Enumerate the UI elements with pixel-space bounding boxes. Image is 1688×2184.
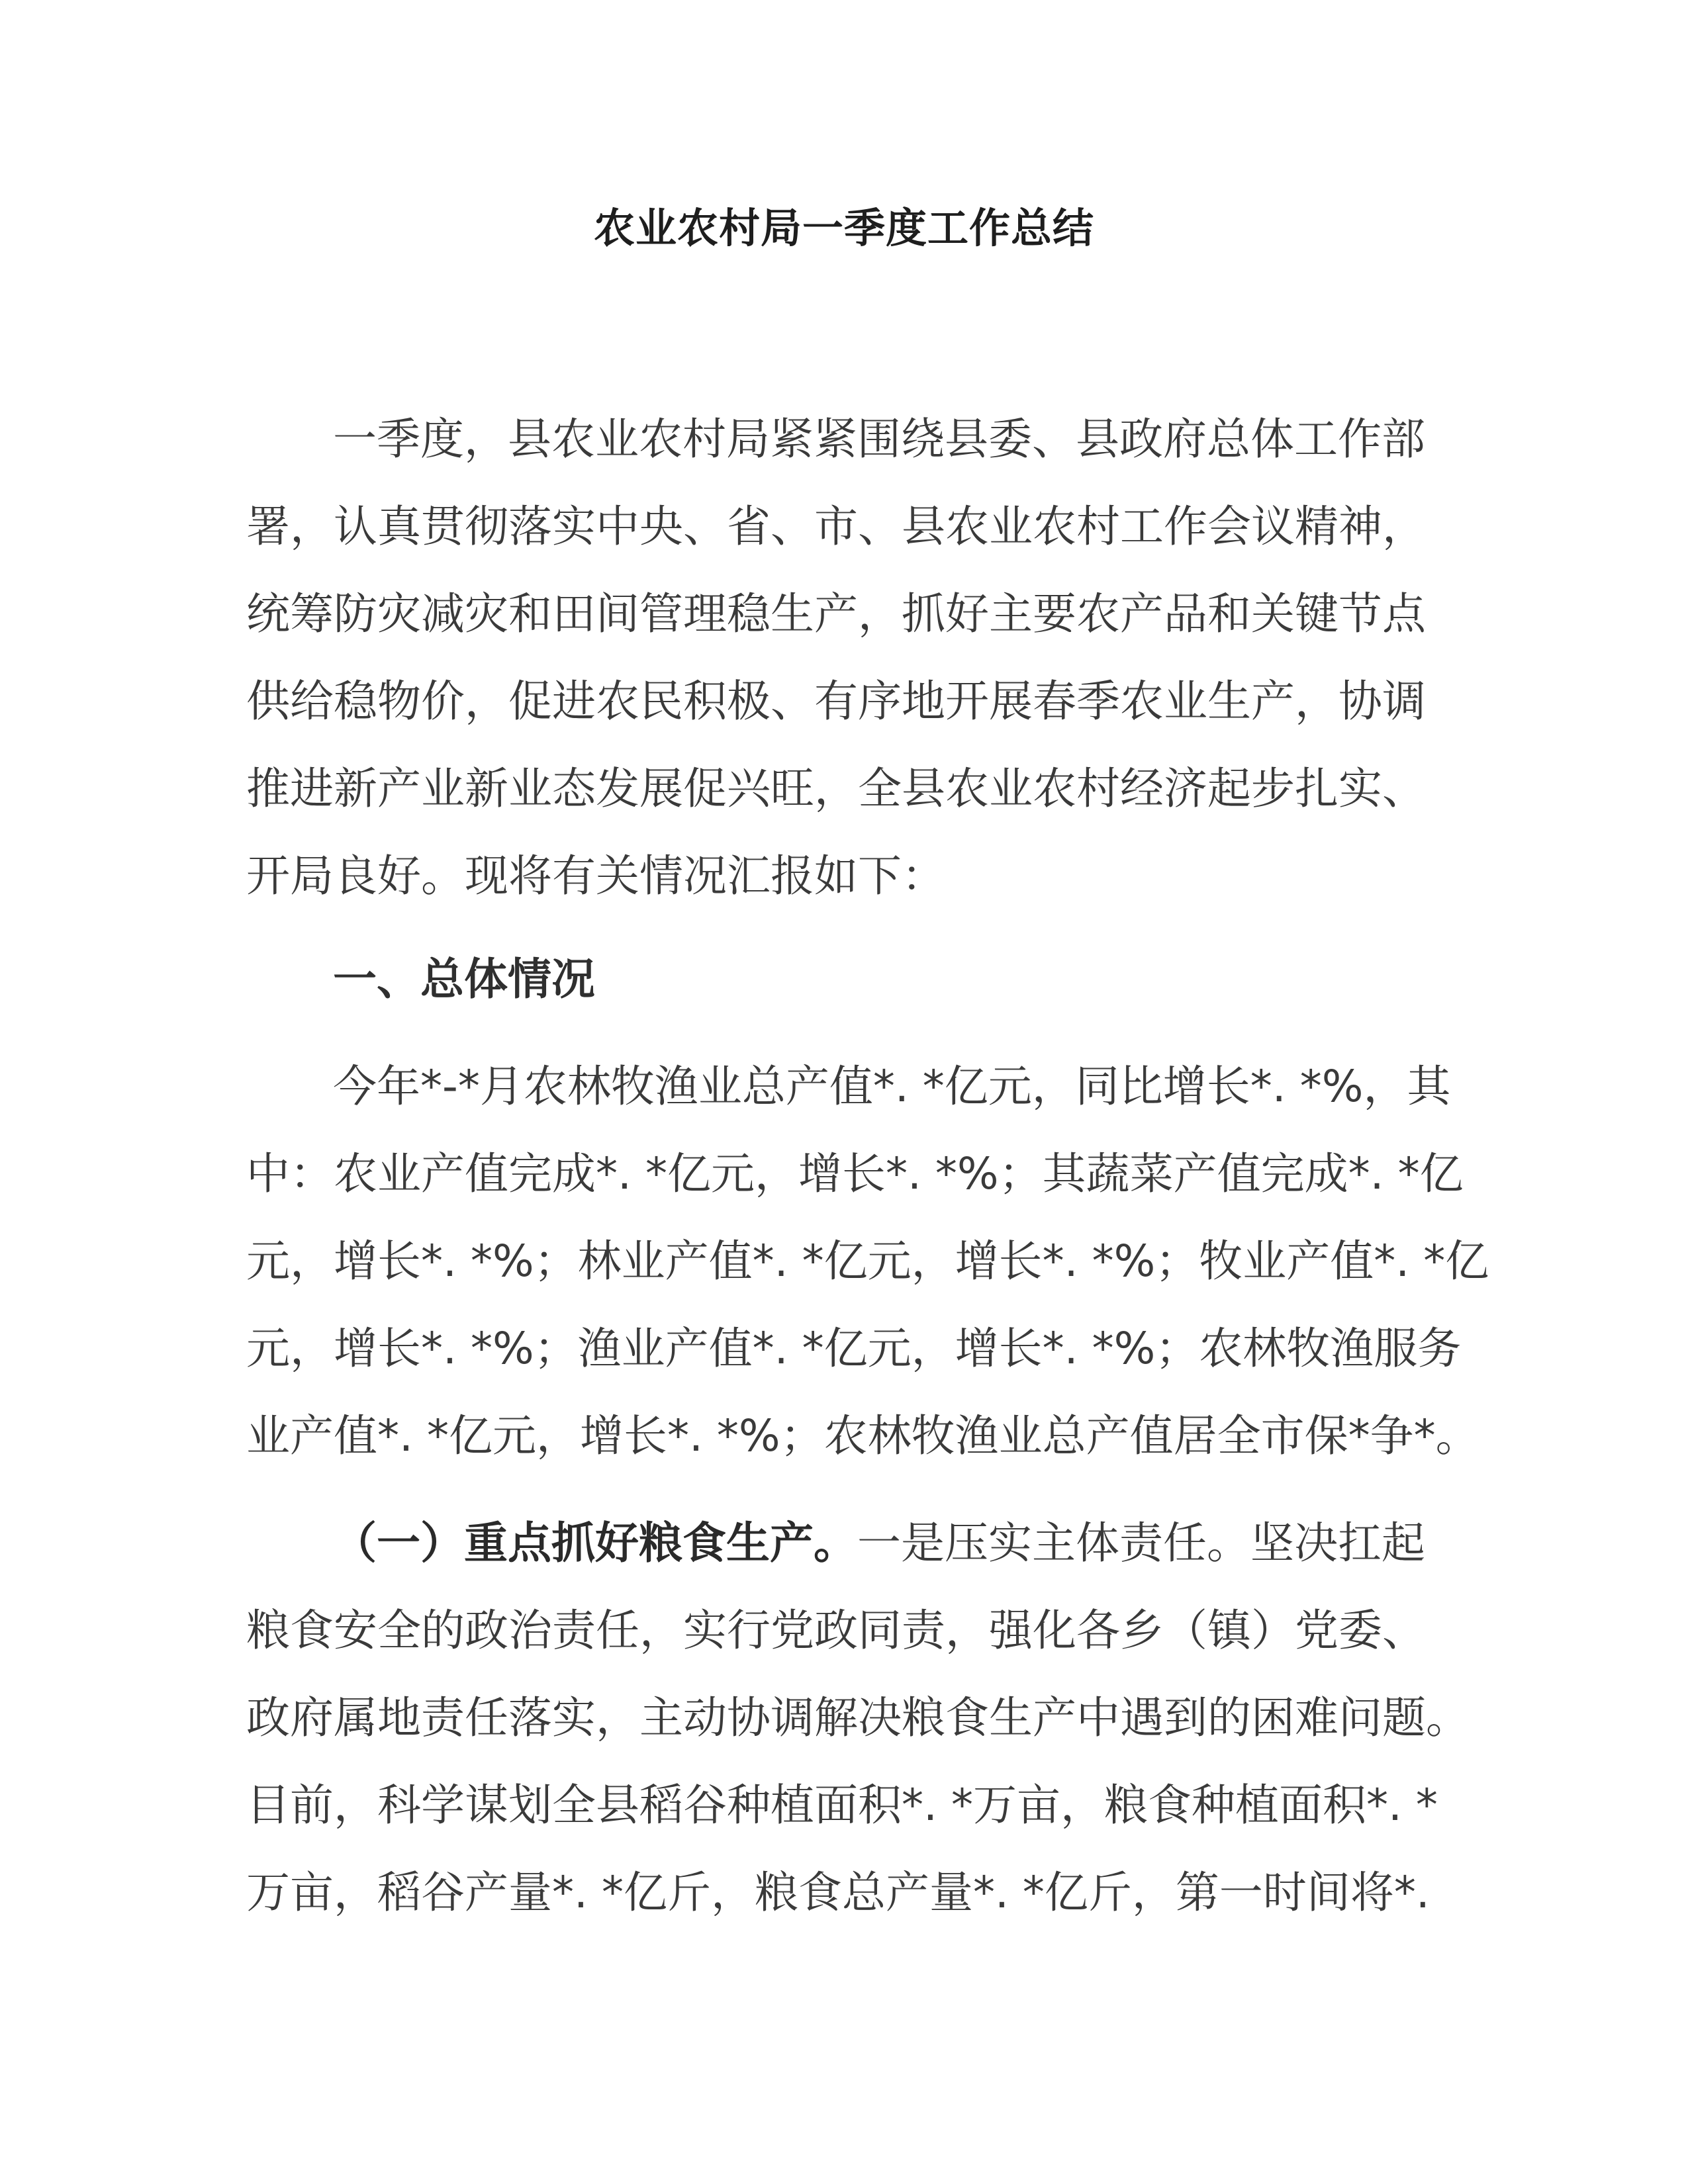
section1-line-4: 元，增长*. *%；渔业产值*. *亿元，增长*. *%；农林牧渔服务 (246, 1323, 1462, 1374)
section1-line-1: 今年*-*月农林牧渔业总产值*. *亿元，同比增长*. *%，其 (333, 1061, 1451, 1112)
intro-line-6: 开局良好。现将有关情况汇报如下： (246, 850, 945, 901)
section1-line-3: 元，增长*. *%；林业产值*. *亿元，增长*. *%；牧业产值*. *亿 (246, 1236, 1489, 1287)
section1-line-5: 业产值*. *亿元，增长*. *%；农林牧渔业总产值居全市保*争*。 (246, 1410, 1479, 1461)
intro-line-2: 署，认真贯彻落实中央、省、市、县农业农村工作会议精神， (246, 501, 1426, 552)
intro-line-5: 推进新产业新业态发展促兴旺，全县农业农村经济起步扎实、 (246, 763, 1426, 814)
subsection1-line-3: 政府属地责任落实，主动协调解决粮食生产中遇到的困难问题。 (246, 1692, 1470, 1743)
section1-line-2: 中：农业产值完成*. *亿元，增长*. *%；其蔬菜产值完成*. *亿 (246, 1148, 1464, 1199)
subsection1-line-4: 目前，科学谋划全县稻谷种植面积*. *万亩，粮食种植面积*. * (246, 1780, 1438, 1831)
intro-line-1: 一季度，县农业农村局紧紧围绕县委、县政府总体工作部 (333, 414, 1425, 465)
document-title: 农业农村局一季度工作总结 (593, 204, 1094, 252)
section-heading: 一、总体情况 (333, 954, 595, 1005)
subsection1-line-5: 万亩，稻谷产量*. *亿斤，粮食总产量*. *亿斤，第一时间将*. (246, 1867, 1430, 1918)
intro-line-4: 供给稳物价，促进农民积极、有序地开展春季农业生产，协调 (246, 676, 1426, 727)
subsection1-line-2: 粮食安全的政治责任，实行党政同责，强化各乡（镇）党委、 (246, 1605, 1426, 1656)
subsection1-first-text: 一是压实主体责任。坚决扛起 (857, 1518, 1425, 1569)
subsection1-first-line (333, 1517, 1425, 1570)
subsection1-heading: （一）重点抓好粮食生产。 (333, 1518, 857, 1569)
intro-line-3: 统筹防灾减灾和田间管理稳生产，抓好主要农产品和关键节点 (246, 588, 1426, 639)
